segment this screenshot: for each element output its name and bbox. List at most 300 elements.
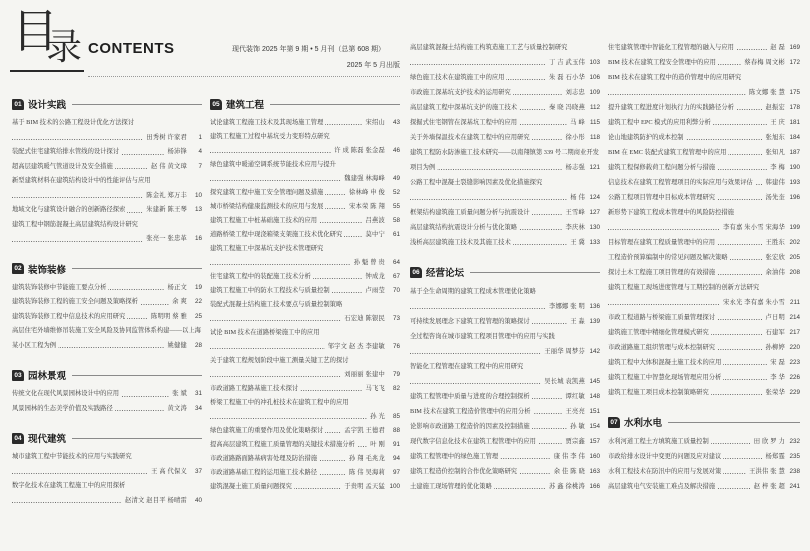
toc-entry	[410, 70, 600, 85]
entry-byline	[567, 190, 600, 205]
section-title: 装饰装修	[28, 264, 67, 276]
logo-char-lu: 录	[46, 27, 83, 68]
entry-authors: 王 庆	[770, 119, 785, 126]
entry-page-number: 79	[392, 371, 400, 378]
toc-entry	[608, 449, 800, 464]
entry-title: BIM 技术在建筑工程造价管理中的应用分析	[410, 408, 531, 415]
entry-authors: 康 伟 李 伟	[553, 453, 585, 460]
toc-entry	[608, 115, 800, 130]
toc-column-2	[210, 96, 400, 546]
entry-title: 试论建筑工程施工技术及其现场施工管理	[210, 119, 324, 126]
entry-title: 建筑工程施工中桩基础施工技术的应用	[210, 217, 318, 224]
entry-authors: 田秀树 许家君	[146, 133, 187, 141]
section-header	[608, 414, 800, 430]
entry-page-number: 214	[789, 314, 800, 321]
entry-authors: 贾宗鑫	[565, 438, 585, 445]
entry-page-number: 25	[194, 312, 202, 320]
entry-authors: 宋绍山	[365, 119, 385, 126]
entry-byline	[148, 310, 202, 325]
section-rule	[72, 268, 202, 269]
entry-byline	[767, 115, 800, 130]
entry-page-number: 22	[194, 298, 202, 305]
toc-entry	[608, 479, 800, 494]
entry-title: 水利河道工程土方填筑施工质量控制	[608, 438, 709, 445]
section-header	[12, 367, 202, 383]
entry-page-number: 115	[589, 119, 600, 126]
entry-page-number: 13	[194, 206, 202, 213]
toc-entry	[210, 480, 400, 494]
entry-authors: 赵 伟 黄文璋	[150, 162, 187, 170]
entry-page-number: 178	[789, 104, 800, 111]
section-number-badge: 05	[210, 99, 222, 110]
entry-byline	[567, 115, 600, 130]
entry-byline	[763, 175, 801, 190]
section-rule	[668, 422, 800, 423]
section-rule	[72, 438, 202, 439]
section-title: 建筑工程	[226, 100, 265, 111]
section-number-badge: 06	[410, 267, 422, 278]
toc-entry	[608, 55, 800, 70]
entry-page-number: 7	[198, 162, 202, 170]
entry-page-number: 154	[589, 423, 600, 430]
entry-byline	[325, 340, 400, 354]
entry-byline	[563, 160, 601, 175]
entry-title: 新型建筑材料在建筑结构设计中的性能评估与应用	[12, 174, 202, 189]
entry-authors: 杨郑霆	[765, 453, 785, 460]
entry-authors: 张知凡	[765, 149, 785, 156]
entry-byline	[541, 344, 600, 359]
entry-page-number: 103	[589, 59, 600, 66]
entry-authors: 王洪伟 张 慧	[748, 468, 785, 475]
entry-authors: 刘志忠	[565, 89, 585, 96]
entry-byline	[143, 189, 202, 204]
entry-page-number: 145	[589, 378, 600, 385]
entry-authors: 宋永光 李有嘉 朱小雪	[722, 299, 785, 306]
toc-entry	[12, 402, 202, 417]
section-header	[410, 264, 600, 280]
entry-byline	[165, 402, 203, 417]
entry-authors: 韩建伟	[765, 179, 785, 186]
entry-title: BIM 技术在建筑工程中的造价管理中的应用研究	[608, 70, 800, 85]
toc-entry	[410, 175, 600, 205]
entry-page-number: 133	[589, 239, 600, 246]
magazine-toc-logo	[10, 4, 86, 78]
toc-entry	[608, 280, 800, 310]
toc-entry	[608, 130, 800, 145]
entry-byline	[363, 270, 401, 284]
toc-column-4	[608, 40, 800, 546]
entry-authors: 孙 翔 毛兆龙	[348, 455, 385, 462]
entry-title: 装配式混凝土结构施工技术要点与质量控制策略	[210, 298, 400, 312]
toc-entry	[608, 370, 800, 385]
entry-byline	[341, 480, 400, 494]
entry-byline	[563, 220, 601, 235]
entry-page-number: 166	[589, 483, 600, 490]
toc-entry	[410, 220, 600, 235]
toc-column-1	[12, 96, 202, 546]
entry-authors: 卢日明	[765, 314, 785, 321]
section-number-badge: 07	[608, 417, 620, 428]
entry-title: 土建施工现场管理的优化策略	[410, 483, 492, 490]
entry-page-number: 211	[789, 299, 800, 306]
entry-title: 超高层建筑暖气管道设计及安全措施	[12, 162, 113, 170]
entry-page-number: 229	[789, 389, 800, 396]
toc-entry	[410, 115, 600, 130]
toc-entry	[210, 284, 400, 298]
entry-page-number: 202	[789, 239, 800, 246]
entry-authors: 于贵明 孟天猛	[344, 483, 385, 490]
toc-entry	[210, 438, 400, 452]
section-number-badge: 03	[12, 370, 24, 381]
entry-authors: 王 淼	[570, 318, 585, 325]
entry-title: 关于外墙保温技术在建筑工程中的应用研究	[410, 134, 530, 141]
entry-page-number: 82	[392, 385, 400, 392]
entry-title: 探究建筑工程中施工安全管理问题及措施	[210, 189, 324, 196]
toc-entry	[210, 214, 400, 228]
entry-authors: 王 高 代保义	[150, 467, 187, 475]
entry-byline	[551, 464, 600, 479]
toc-entry	[608, 434, 800, 449]
entry-authors: 张 斌	[172, 390, 187, 397]
entry-byline	[763, 265, 801, 280]
entry-byline	[763, 100, 801, 115]
section-number-badge: 01	[12, 99, 24, 110]
entry-title: 高层建筑电气安装施工难点及解决措施	[608, 483, 716, 490]
entry-byline	[720, 295, 800, 310]
entry-title: 住宅建筑工程中的装配施工技术分析	[210, 273, 311, 280]
entry-authors: 孙 魁 曾 贵	[353, 259, 385, 266]
publish-date: 2025 年 5 月出版	[346, 62, 400, 69]
entry-byline	[148, 465, 202, 480]
toc-entry	[608, 175, 800, 190]
entry-page-number: 172	[789, 59, 800, 66]
entry-title: 道路桥梁工程中现浇箱梁支架施工技术优化研究	[210, 231, 343, 238]
entry-authors: 陈文娜 张 慧	[748, 89, 785, 96]
entry-byline	[143, 203, 202, 218]
entry-authors: 张旭东	[765, 134, 785, 141]
entry-page-number: 196	[789, 194, 800, 201]
toc-entry	[608, 325, 800, 340]
entry-title: 市政道路基础工程的运用施工技术路径	[210, 469, 318, 476]
entry-page-number: 112	[589, 104, 600, 111]
entry-page-number: 1	[198, 133, 202, 141]
toc-entry	[12, 387, 202, 402]
entry-authors: 李 华	[770, 374, 785, 381]
toc-entry	[210, 242, 400, 270]
entry-page-number: 151	[589, 408, 600, 415]
entry-title: 建筑工程施工中智慧化现场管理应用分析	[608, 374, 722, 381]
section-title: 经营论坛	[426, 268, 465, 279]
entry-authors: 卢雨莹	[365, 287, 385, 294]
entry-byline	[563, 404, 601, 419]
toc-entry	[210, 200, 400, 214]
entry-byline	[767, 370, 800, 385]
entry-page-number: 208	[789, 269, 800, 276]
entry-title: BIM 在 EMC 装配式建筑工程管理中的应用	[608, 149, 727, 156]
entry-page-number: 10	[194, 191, 202, 199]
toc-entry	[410, 130, 600, 145]
entry-byline	[367, 410, 400, 424]
toc-entry	[12, 174, 202, 203]
entry-byline	[763, 340, 801, 355]
entry-page-number: 232	[789, 438, 800, 445]
entry-byline	[763, 449, 801, 464]
entry-title: 公路工程项目管理中目标成本管理研究	[608, 194, 716, 201]
entry-page-number: 58	[392, 217, 400, 224]
entry-title: 建筑工程施工现场进度管理与工期控制的创新方法研究	[608, 280, 800, 295]
toc-entry	[410, 329, 600, 359]
entry-authors: 李有嘉 朱小雪 宋海华	[722, 224, 785, 231]
entry-page-number: 193	[789, 179, 800, 186]
entry-authors: 宋本荣 陈 翔	[348, 203, 385, 210]
toc-entry	[210, 396, 400, 424]
entry-page-number: 223	[789, 359, 800, 366]
toc-entry	[608, 385, 800, 400]
entry-page-number: 52	[392, 189, 400, 196]
toc-entry	[210, 298, 400, 326]
entry-authors: 赵 梓 张 超	[753, 483, 785, 490]
toc-entry	[608, 340, 800, 355]
entry-byline	[169, 387, 202, 402]
entry-page-number: 184	[789, 134, 800, 141]
entry-authors: 朱建新 陈王琴	[146, 206, 187, 213]
entry-authors: 吕燕波	[365, 217, 385, 224]
section-header	[12, 96, 202, 112]
section-title: 水利水电	[624, 418, 663, 429]
entry-byline	[563, 434, 601, 449]
entry-page-number: 199	[789, 224, 800, 231]
entry-authors: 邹宇文 赵 杰 李建敏	[327, 343, 385, 350]
entry-authors: 杨 伟	[570, 194, 585, 201]
entry-byline	[148, 160, 202, 175]
entry-title: 传统文化在现代风景园林设计中的应用	[12, 390, 120, 397]
toc-entry	[608, 190, 800, 205]
section-number-badge: 02	[12, 263, 24, 274]
entry-authors: 谭红敏	[565, 393, 585, 400]
toc-entry	[12, 295, 202, 310]
entry-title: 市政施工深基坑支护技术的运用研究	[410, 89, 511, 96]
entry-title: 建筑工程防水防渗施工技术研究——以南翔镇第 339 号二期商业开发项目为例	[410, 149, 599, 171]
entry-byline	[122, 494, 202, 509]
entry-byline	[567, 235, 600, 250]
entry-title: 市政道路路面路基病害处理及防治措施	[210, 455, 318, 462]
entry-byline	[546, 479, 600, 494]
toc-entry	[12, 145, 202, 160]
entry-title: 桥梁工程施工中的冲孔桩技术在建筑工程中的应用	[210, 396, 400, 410]
section-number-badge: 04	[12, 433, 24, 444]
toc-entry	[410, 464, 600, 479]
entry-page-number: 85	[392, 413, 400, 420]
toc-entry	[608, 70, 800, 100]
entry-page-number: 175	[789, 89, 800, 96]
entry-title: 绿色建筑中暖通空调系统节能技术应用与提升	[210, 158, 400, 172]
entry-title: 建筑装饰装修工程中信息技术的应用研究	[12, 312, 126, 320]
entry-title: 城市桥梁结构健康监测技术的应用与发展	[210, 203, 324, 210]
entry-byline	[143, 232, 202, 247]
entry-authors: 孟宇凯 王德君	[344, 427, 385, 434]
toc-entry	[12, 450, 202, 479]
entry-page-number: 217	[789, 329, 800, 336]
toc-entry	[210, 452, 400, 466]
toc-entry	[12, 160, 202, 175]
logo-underline	[10, 70, 84, 72]
entry-page-number: 121	[589, 164, 600, 171]
entry-page-number: 4	[198, 148, 202, 155]
section-rule	[270, 104, 400, 105]
entry-byline	[341, 424, 400, 438]
entry-page-number: 19	[194, 283, 202, 291]
entry-authors: 石宏迪 陈银民	[344, 315, 385, 322]
toc-entry	[608, 235, 800, 250]
entry-page-number: 34	[194, 404, 202, 412]
toc-entry	[12, 203, 202, 218]
entry-title: 地域文化与建筑设计融合的创新路径探索	[12, 206, 126, 213]
entry-title: 全过程咨询在城市建筑工程项目管理中的应用与实践	[410, 329, 600, 344]
toc-entry	[210, 270, 400, 284]
entry-authors: 秦 晓 冯晓燕	[548, 104, 585, 111]
entry-title: 绿色建筑施工的重要作用及优化策略探讨	[210, 427, 324, 434]
toc-entry	[608, 205, 800, 235]
entry-byline	[341, 368, 400, 382]
entry-byline	[351, 256, 400, 270]
entry-title: 可持续发展理念下建筑工程管理的策略探讨	[410, 318, 530, 325]
entry-page-number: 100	[389, 483, 400, 490]
entry-title: 城市建筑工程中节能技术的应用与实践研究	[12, 450, 202, 465]
entry-page-number: 49	[392, 175, 400, 182]
entry-title: 建筑工程保修载荷工程问题分析与措施	[608, 164, 716, 171]
toc-entry	[210, 228, 400, 242]
entry-page-number: 157	[589, 438, 600, 445]
toc-entry	[210, 354, 400, 382]
toc-entry	[608, 464, 800, 479]
entry-page-number: 70	[392, 287, 400, 294]
entry-byline	[563, 130, 601, 145]
entry-page-number: 88	[392, 427, 400, 434]
entry-page-number: 127	[589, 209, 600, 216]
section-header	[12, 430, 202, 446]
entry-page-number: 55	[392, 203, 400, 210]
entry-byline	[746, 85, 800, 100]
entry-authors: 汤先奎	[765, 194, 785, 201]
entry-byline	[169, 295, 202, 310]
entry-byline	[763, 325, 801, 340]
entry-byline	[567, 314, 600, 329]
entry-title: 高层建筑混凝土结构施工构筑造施工工艺与质量控制研究	[410, 40, 600, 55]
section-header	[12, 261, 202, 277]
entry-byline	[563, 85, 601, 100]
entry-byline	[363, 382, 401, 396]
entry-byline	[741, 55, 800, 70]
entry-authors: 石建军	[765, 329, 785, 336]
entry-page-number: 61	[392, 231, 400, 238]
entry-page-number: 142	[589, 348, 600, 355]
entry-title: 高层建筑工程中深基坑支护的施工技术	[410, 104, 518, 111]
entry-byline	[367, 438, 400, 452]
entry-byline	[363, 228, 401, 242]
entry-title: 论影响市政道路工程造价的因素及控制措施	[410, 423, 530, 430]
entry-page-number: 37	[194, 467, 202, 475]
entry-title: 建筑工程中 EPC 模式的应用利弊分析	[608, 119, 711, 126]
toc-entry	[12, 479, 202, 508]
entry-byline	[763, 235, 801, 250]
entry-authors: 杨正文	[167, 283, 187, 291]
entry-byline	[551, 449, 600, 464]
entry-authors: 田 欣 罗 力	[753, 438, 785, 445]
entry-page-number: 226	[789, 374, 800, 381]
toc-entry	[12, 116, 202, 145]
entry-title: 浅析高层建筑施工技术及其施工技术	[410, 239, 511, 246]
entry-authors: 苏 鑫 徐桃涛	[548, 483, 585, 490]
entry-title: 建筑装饰装修中节能施工要点分析	[12, 283, 107, 291]
entry-title: 基于 BIM 技术的公路工程设计优化方法探讨	[12, 116, 202, 131]
entry-title: 提升建筑工程进度计划执行力的实践路径分析	[608, 104, 734, 111]
entry-title: 提高高层建筑工程施工质量管理的关键技术措施分析	[210, 441, 355, 448]
entry-byline	[720, 220, 800, 235]
entry-authors: 许 成 陈磊 张金磊	[334, 147, 385, 154]
toc-entry	[410, 40, 600, 70]
entry-page-number: 235	[789, 453, 800, 460]
toc-entry	[210, 158, 400, 186]
entry-page-number: 106	[589, 74, 600, 81]
entry-page-number: 73	[392, 315, 400, 322]
entry-page-number: 136	[589, 303, 600, 310]
entry-byline	[767, 160, 800, 175]
entry-title: 绿色施工技术在建筑施工中的应用	[410, 74, 505, 81]
toc-entry	[410, 85, 600, 100]
entry-title: 探讨土木工程施工项目管理的有效措施	[608, 269, 716, 276]
entry-authors: 王亮亮	[565, 408, 585, 415]
entry-authors: 李庆林	[565, 224, 585, 231]
toc-entry	[210, 186, 400, 200]
entry-page-number: 16	[194, 235, 202, 242]
entry-page-number: 76	[392, 343, 400, 350]
entry-title: 装配式住宅建筑给排水管线的设计探讨	[12, 148, 120, 155]
entry-byline	[767, 355, 800, 370]
entry-authors: 王 冀	[570, 239, 585, 246]
entry-byline	[546, 299, 600, 314]
toc-entry	[410, 419, 600, 434]
toc-column-3	[410, 40, 600, 546]
entry-authors: 张宏欣	[765, 254, 785, 261]
entry-authors: 宋 磊	[770, 359, 785, 366]
entry-authors: 余 佳 陈 晓	[553, 468, 585, 475]
entry-page-number: 40	[194, 496, 202, 504]
entry-title: 论山地建筑防护的成本控制	[608, 134, 684, 141]
entry-authors: 赵清文 赵目平 杨晴雷	[124, 496, 187, 504]
section-rule	[470, 272, 600, 273]
entry-authors: 钟成龙	[365, 273, 385, 280]
entry-byline	[763, 385, 801, 400]
entry-byline	[563, 389, 601, 404]
section-rule	[72, 375, 202, 376]
entry-title: BIM 技术在建筑工程安全管理中的应用	[608, 59, 716, 66]
entry-byline	[346, 452, 400, 466]
toc-entry	[410, 389, 600, 404]
entry-title: 框架结构建筑施工质量问题分析与抗震设计	[410, 209, 530, 216]
entry-byline	[563, 205, 601, 220]
entry-page-number: 43	[392, 119, 400, 126]
entry-title: 建筑施工管理中精细化管理模式研究	[608, 329, 709, 336]
entry-title: 高层住宅外墙维修吊装施工安全风险及协同监管体系构建——以上海某小区工程为例	[12, 327, 201, 349]
entry-page-number: 97	[392, 469, 400, 476]
entry-title: 关于建筑工程规划阶段中施工测量关键工艺的探讨	[210, 354, 400, 368]
entry-title: 目标管理在建筑工程质量管理中的应用	[608, 239, 716, 246]
entry-page-number: 94	[392, 455, 400, 462]
entry-title: 建筑工程中钢筋混凝土高层建筑结构设计研究	[12, 218, 202, 233]
entry-byline	[546, 70, 600, 85]
entry-title: 市政给排水设计中变更的问题及应对建议	[608, 453, 722, 460]
entry-byline	[567, 419, 600, 434]
